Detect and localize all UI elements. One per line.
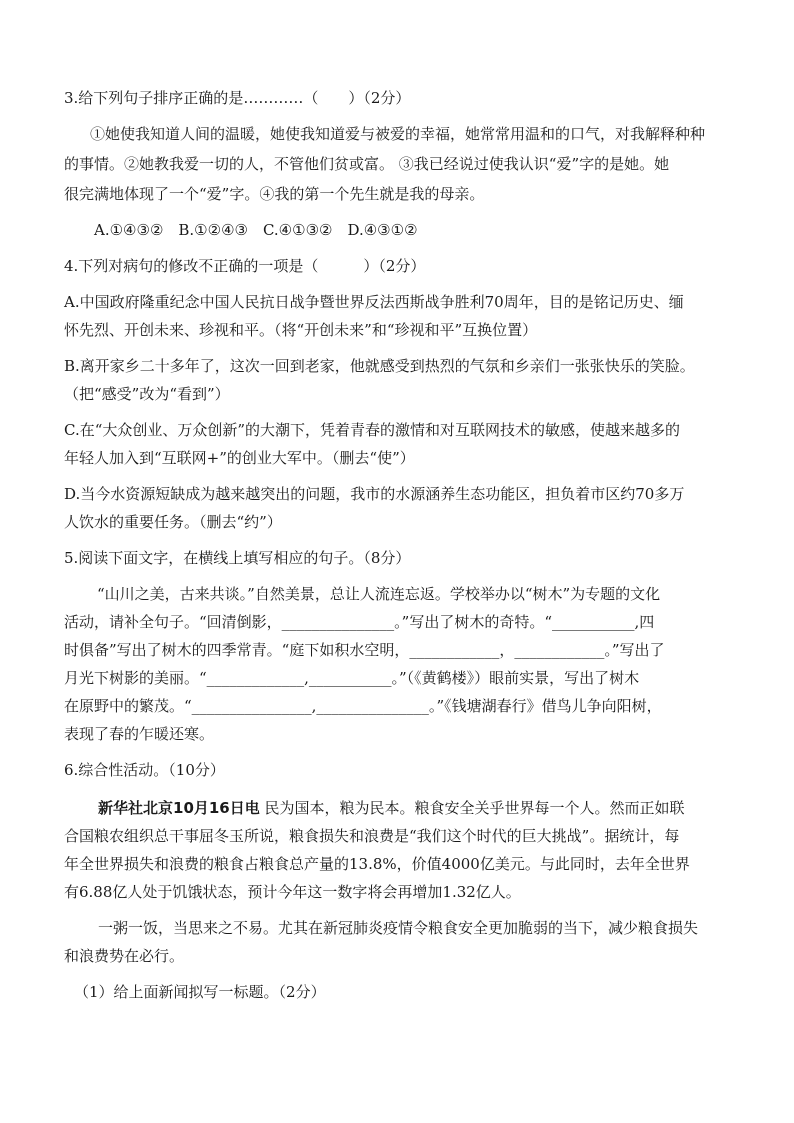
news-line-1-text: 民为国本，粮为民本。粮食安全关乎世界每一个人。然而正如联 xyxy=(259,799,685,817)
q6-subquestion-1: （1）给上面新闻拟写一标题。（2分） xyxy=(74,983,326,1001)
q5-title: 5.阅读下面文字，在横线上填写相应的句子。（8分） xyxy=(64,549,411,567)
q6-news-line-3: 年全世界损失和浪费的粮食占粮食总产量的13.8%，价值4000亿美元。与此同时，去年全世界 xyxy=(64,855,690,873)
q3-text-line-3: 很完满地体现了一个“爱”字。④我的第一个先生就是我的母亲。 xyxy=(64,185,485,203)
q4-title: 4.下列对病句的修改不正确的一项是（ ）（2分） xyxy=(64,257,426,275)
q6-news-line-2: 合国粮农组织总干事屈冬玉所说，粮食损失和浪费是“我们这个时代的巨大挑战”。据统计，每 xyxy=(64,827,680,845)
q5-text-line-3: 时俱备”写出了树木的四季常青。“庭下如积水空明，____________，____________。”写出了 xyxy=(64,641,665,659)
q3-options: A.①④③② B.①②④③ C.④①③② D.④③①② xyxy=(94,221,418,239)
q4-option-b-line-2: （把“感受”改为“看到”） xyxy=(64,385,230,403)
q6-paragraph-2-line-2: 和浪费势在必行。 xyxy=(64,947,185,965)
q5-text-line-1: “山川之美，古来共谈。”自然美景，总让人流连忘返。学校举办以“树木”为专题的文化 xyxy=(97,585,661,603)
q5-text-line-5: 在原野中的繁茂。“________________,_______________。”《钱塘湖春行》借鸟儿争向阳树， xyxy=(64,697,662,715)
q6-news-line-1 xyxy=(98,796,685,820)
q4-option-c-line-2: 年轻人加入到“互联网+”的创业大军中。（删去“使”） xyxy=(64,449,415,467)
q3-text-line-2: 的事情。②她教我爱一切的人，不管他们贫或富。 ③我已经说过使我认识“爱”字的是她。她 xyxy=(64,155,670,173)
q6-paragraph-2-line-1: 一粥一饭，当思来之不易。尤其在新冠肺炎疫情令粮食安全更加脆弱的当下，减少粮食损失 xyxy=(98,919,699,937)
q4-option-d-line-1: D.当今水资源短缺成为越来越突出的问题，我市的水源涵养生态功能区，担负着市区约70多万 xyxy=(64,485,685,503)
q4-option-a-line-1: A.中国政府隆重纪念中国人民抗日战争暨世界反法西斯战争胜利70周年，目的是铭记历史、缅 xyxy=(64,293,684,311)
q6-news-line-4: 有6.88亿人处于饥饿状态，预计今年这一数字将会再增加1.32亿人。 xyxy=(64,883,521,901)
q3-text-line-1: ①她使我知道人间的温暖，她使我知道爱与被爱的幸福，她常常用温和的口气，对我解释种种 xyxy=(90,125,706,143)
q5-text-line-6: 表现了春的乍暖还寒。 xyxy=(64,725,215,743)
q6-title: 6.综合性活动。（10分） xyxy=(64,761,225,779)
q3-title: 3.给下列句子排序正确的是…………（ ）（2分） xyxy=(64,89,411,107)
q5-text-line-2: 活动，请补全句子。“回清倒影，_______________。”写出了树木的奇特。“___________,四 xyxy=(64,613,655,631)
q4-option-d-line-2: 人饮水的重要任务。（删去“约”） xyxy=(64,513,282,531)
news-dateline: 新华社北京10月16日电 xyxy=(98,799,260,817)
q5-text-line-4: 月光下树影的美丽。“_____________,___________。”（《黄鹤楼》）眼前实景，写出了树木 xyxy=(64,669,640,687)
q4-option-a-line-2: 怀先烈、开创未来、珍视和平。（将“开创未来”和“珍视和平”互换位置） xyxy=(64,321,538,339)
q4-option-b-line-1: B.离开家乡二十多年了，这次一回到老家，他就感受到热烈的气氛和乡亲们一张张快乐的笑脸。 xyxy=(64,357,695,375)
q4-option-c-line-1: C.在“大众创业、万众创新”的大潮下，凭着青春的激情和对互联网技术的敏感，使越来越多的 xyxy=(64,421,681,439)
